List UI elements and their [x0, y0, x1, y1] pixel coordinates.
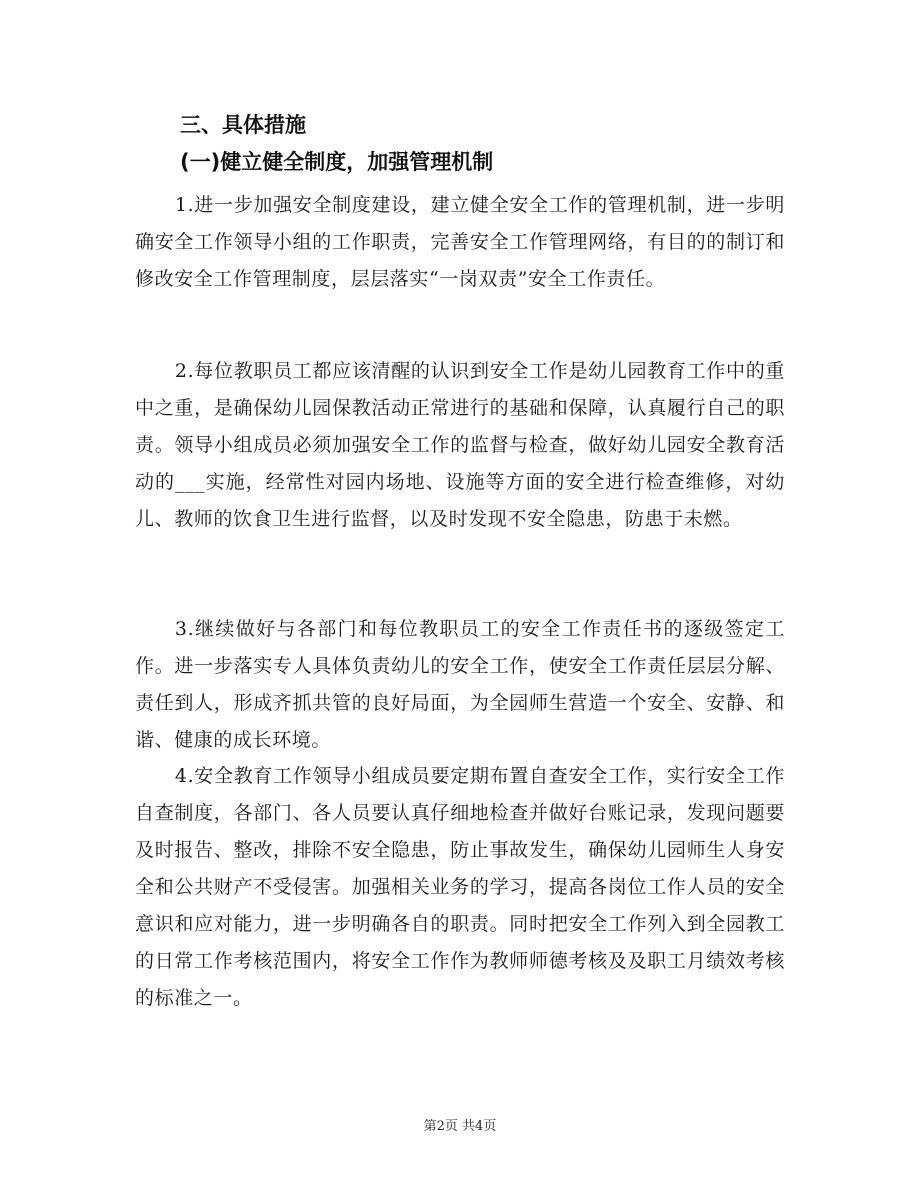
paragraph-1: 1.进一步加强安全制度建设，建立健全安全工作的管理机制，进一步明确安全工作领导小组的工作职责，完善安全工作管理网络，有目的的制订和修改安全工作管理制度，层层落实“一岗双责”安全工作责任。	[135, 194, 785, 290]
subsection-heading: (一)健立健全制度，加强管理机制	[180, 150, 494, 174]
page-number-footer: 第2页 共4页	[423, 1119, 497, 1134]
section-heading: 三、具体措施	[180, 113, 306, 137]
paragraph-3: 3.继续做好与各部门和每位教职员工的安全工作责任书的逐级签定工作。进一步落实专人具体负责幼儿的安全工作，使安全工作责任层层分解、责任到人，形成齐抓共管的良好局面，为全园师生营造一个安全、安静、和谐、健康的成长环境。	[135, 618, 785, 751]
paragraph-2: 2.每位教职员工都应该清醒的认识到安全工作是幼儿园教育工作中的重中之重，是确保幼儿园保教活动正常进行的基础和保障，认真履行自己的职责。领导小组成员必须加强安全工作的监督与检查，做好幼儿园安全教育活动的___实施，经常性对园内场地、设施等方面的安全进行检查维修，对幼儿、教师的饮食卫生进行监督，以及时发现不安全隐患，防患于未燃。	[135, 360, 785, 530]
paragraph-4: 4.安全教育工作领导小组成员要定期布置自查安全工作，实行安全工作自查制度，各部门、各人员要认真仔细地检查并做好台账记录，发现问题要及时报告、整改，排除不安全隐患，防止事故发生，确保幼儿园师生人身安全和公共财产不受侵害。加强相关业务的学习，提高各岗位工作人员的安全意识和应对能力，进一步明确各自的职责。同时把安全工作列入到全园教工的日常工作考核范围内，将安全工作作为教师师德考核及及职工月绩效考核的标准之一。	[135, 765, 785, 1009]
